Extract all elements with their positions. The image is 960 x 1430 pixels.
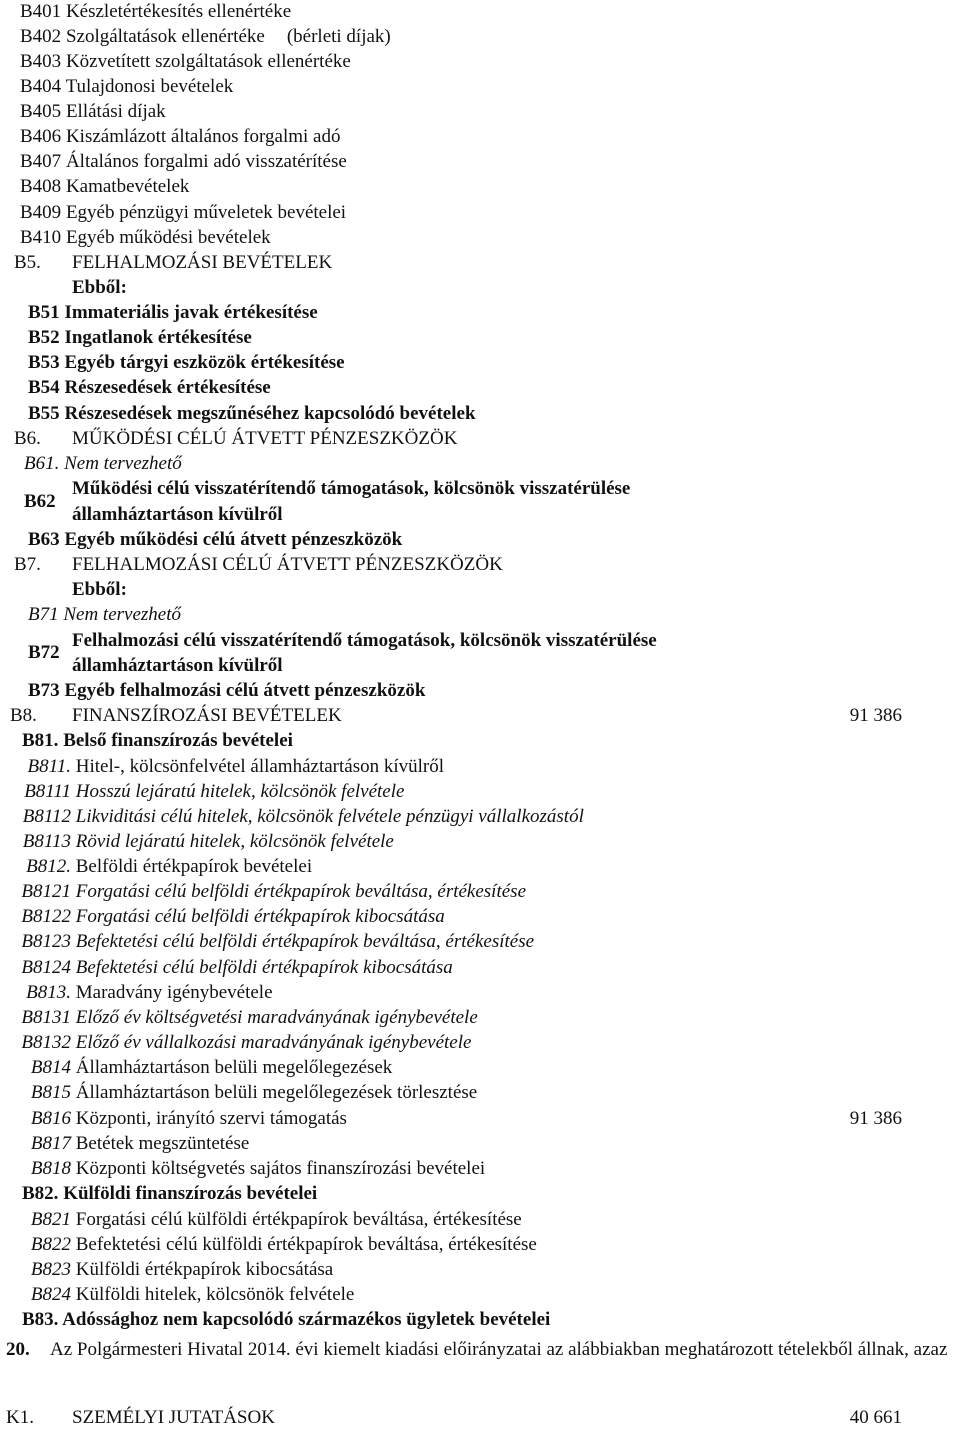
text: Külföldi finanszírozás bevételei xyxy=(63,1183,318,1204)
code: B8124 xyxy=(21,957,71,978)
code: B61. xyxy=(24,453,60,474)
line-b404 xyxy=(20,75,233,99)
line-b8132 xyxy=(10,1031,471,1055)
line-b821 xyxy=(10,1208,522,1232)
text: Központi költségvetés sajátos finanszírozási bevételei xyxy=(75,1158,486,1179)
code: B812. xyxy=(26,856,71,877)
line-b812 xyxy=(10,855,312,879)
text: Külföldi hitelek, kölcsönök felvétele xyxy=(75,1284,355,1305)
code: B8112 xyxy=(22,806,71,827)
text: Egyéb működési célú átvett pénzeszközök xyxy=(64,529,403,550)
text: Hosszú lejáratú hitelek, kölcsönök felvétele xyxy=(75,781,405,802)
paragraph-number: 20. xyxy=(6,1339,30,1360)
code: B818 xyxy=(30,1158,71,1179)
line-b5-ebbol: Ebből: xyxy=(72,277,127,298)
text: Nem tervezhető xyxy=(64,453,182,474)
code: B822 xyxy=(30,1234,71,1255)
text: Betétek megszüntetése xyxy=(75,1133,250,1154)
text: FELHALMOZÁSI BEVÉTELEK xyxy=(72,252,333,273)
code: B8121 xyxy=(21,881,71,902)
code: B816 xyxy=(30,1108,71,1129)
line-b8122 xyxy=(10,905,445,929)
text: Szolgáltatások ellenértéke xyxy=(65,26,265,47)
text: MŰKÖDÉSI CÉLÚ ÁTVETT PÉNZESZKÖZÖK xyxy=(72,428,458,449)
line-b817 xyxy=(10,1132,249,1156)
line-b815 xyxy=(10,1081,477,1105)
line-b72-code: B72 xyxy=(28,642,60,663)
line-b7 xyxy=(14,553,503,577)
code: B83. xyxy=(22,1309,59,1330)
line-b8131 xyxy=(10,1006,478,1030)
text: Adóssághoz nem kapcsolódó származékos ügyletek bevételei xyxy=(62,1309,551,1330)
text: Közvetített szolgáltatások ellenértéke xyxy=(65,51,351,72)
line-b52 xyxy=(28,326,252,350)
line-k1 xyxy=(6,1406,275,1430)
line-b818 xyxy=(10,1157,485,1181)
code: B409 xyxy=(20,202,62,223)
text: Készletértékesítés ellenértéke xyxy=(65,1,292,22)
text: Egyéb felhalmozási célú átvett pénzeszközök xyxy=(64,680,426,701)
line-b8112 xyxy=(10,805,584,829)
code: B5. xyxy=(14,252,41,273)
text: Ellátási díjak xyxy=(65,101,166,122)
code: B71 xyxy=(28,604,59,625)
line-b824 xyxy=(10,1283,354,1307)
code: B404 xyxy=(20,76,62,97)
text-extra: (bérleti díjak) xyxy=(286,26,391,47)
line-b814 xyxy=(10,1056,392,1080)
code: B823 xyxy=(30,1259,71,1280)
line-b816 xyxy=(10,1107,347,1131)
code: K1. xyxy=(6,1407,34,1428)
text: Államháztartáson belüli megelőlegezések xyxy=(75,1057,393,1078)
amount-k1: 40 661 xyxy=(849,1407,902,1428)
code: B53 xyxy=(28,352,60,373)
amount-b816: 91 386 xyxy=(849,1108,902,1129)
code: B82. xyxy=(22,1183,59,1204)
line-b55 xyxy=(28,402,476,426)
code: B8123 xyxy=(21,931,71,952)
code: B403 xyxy=(20,51,62,72)
code: B813. xyxy=(26,982,71,1003)
code: B8111 xyxy=(24,781,71,802)
text: Forgatási célú belföldi értékpapírok kibocsátása xyxy=(75,906,445,927)
code: B817 xyxy=(30,1133,71,1154)
code: B824 xyxy=(30,1284,71,1305)
code: B51 xyxy=(28,302,60,323)
line-b7-ebbol: Ebből: xyxy=(72,579,127,600)
line-b407 xyxy=(20,150,347,174)
text: Nem tervezhető xyxy=(63,604,182,625)
line-b54 xyxy=(28,376,271,400)
line-b402 xyxy=(20,25,391,49)
code: B408 xyxy=(20,176,62,197)
line-b8123 xyxy=(10,930,534,954)
line-b72-text2: államháztartáson kívülről xyxy=(72,655,283,676)
code: B815 xyxy=(30,1082,71,1103)
line-b403 xyxy=(20,50,351,74)
code: B405 xyxy=(20,101,62,122)
line-b72-text1: Felhalmozási célú visszatérítendő támogatások, kölcsönök visszatérülése xyxy=(72,630,657,651)
code: B821 xyxy=(30,1209,71,1230)
text: Befektetési célú külföldi értékpapírok beváltása, értékesítése xyxy=(75,1234,537,1255)
line-b73 xyxy=(28,679,425,703)
text: Hitel-, kölcsönfelvétel államháztartáson kívülről xyxy=(75,756,445,777)
line-b71 xyxy=(28,603,181,627)
line-b408 xyxy=(20,175,189,199)
line-b8121 xyxy=(10,880,526,904)
line-b83 xyxy=(22,1308,550,1332)
line-b8111 xyxy=(10,780,404,804)
paragraph-20 xyxy=(6,1337,958,1362)
text: Államháztartáson belüli megelőlegezések törlesztése xyxy=(75,1082,478,1103)
line-b63 xyxy=(28,528,402,552)
code: B406 xyxy=(20,126,62,147)
text: Részesedések megszűnéséhez kapcsolódó bevételek xyxy=(64,403,476,424)
line-b823 xyxy=(10,1258,333,1282)
amount-b8: 91 386 xyxy=(849,705,902,726)
code: B8122 xyxy=(21,906,71,927)
line-b5 xyxy=(14,251,332,275)
text: Kamatbevételek xyxy=(65,176,190,197)
line-b410 xyxy=(20,226,271,250)
line-b53 xyxy=(28,351,345,375)
line-b61 xyxy=(24,452,182,476)
text: Egyéb pénzügyi műveletek bevételei xyxy=(65,202,347,223)
text: Likviditási célú hitelek, kölcsönök felvétele pénzügyi vállalkozástól xyxy=(75,806,584,827)
text: Belföldi értékpapírok bevételei xyxy=(75,856,313,877)
text: Egyéb működési bevételek xyxy=(65,227,271,248)
line-b8 xyxy=(10,704,342,728)
code: B6. xyxy=(14,428,41,449)
text: Forgatási célú külföldi értékpapírok beváltása, értékesítése xyxy=(75,1209,522,1230)
code: B81. xyxy=(22,730,59,751)
text: Rövid lejáratú hitelek, kölcsönök felvétele xyxy=(75,831,394,852)
code: B8132 xyxy=(21,1032,71,1053)
text: Előző év költségvetési maradványának igénybevétele xyxy=(75,1007,478,1028)
text: Ingatlanok értékesítése xyxy=(64,327,252,348)
line-b81 xyxy=(22,729,293,753)
code: B8113 xyxy=(22,831,71,852)
code: B73 xyxy=(28,680,60,701)
text: Általános forgalmi adó visszatérítése xyxy=(65,151,347,172)
line-b51 xyxy=(28,301,318,325)
code: B401 xyxy=(20,1,62,22)
code: B63 xyxy=(28,529,60,550)
code: B402 xyxy=(20,26,62,47)
line-b62-text1: Működési célú visszatérítendő támogatások, kölcsönök visszatérülése xyxy=(72,478,631,499)
line-b813 xyxy=(10,981,273,1005)
line-b8113 xyxy=(10,830,394,854)
code: B814 xyxy=(30,1057,71,1078)
text: Befektetési célú belföldi értékpapírok beváltása, értékesítése xyxy=(75,931,535,952)
text: Befektetési célú belföldi értékpapírok kibocsátása xyxy=(75,957,453,978)
code: B52 xyxy=(28,327,60,348)
code: B8131 xyxy=(21,1007,71,1028)
code: B8. xyxy=(10,705,37,726)
text: Részesedések értékesítése xyxy=(64,377,271,398)
line-b822 xyxy=(10,1233,537,1257)
text: SZEMÉLYI JUTATÁSOK xyxy=(72,1407,275,1428)
line-b811 xyxy=(10,755,444,779)
text: Immateriális javak értékesítése xyxy=(64,302,318,323)
line-b8124 xyxy=(10,956,453,980)
line-b62-text2: államháztartáson kívülről xyxy=(72,504,283,525)
text: FELHALMOZÁSI CÉLÚ ÁTVETT PÉNZESZKÖZÖK xyxy=(72,554,503,575)
line-b401 xyxy=(20,0,291,24)
text: Kiszámlázott általános forgalmi adó xyxy=(65,126,341,147)
line-b405 xyxy=(20,100,166,124)
text: Forgatási célú belföldi értékpapírok beváltása, értékesítése xyxy=(75,881,526,902)
code: B811. xyxy=(27,756,71,777)
code: B55 xyxy=(28,403,60,424)
line-b409 xyxy=(20,201,346,225)
text: Belső finanszírozás bevételei xyxy=(63,730,293,751)
text: Maradvány igénybevétele xyxy=(75,982,273,1003)
text: Előző év vállalkozási maradványának igénybevétele xyxy=(75,1032,472,1053)
line-b82 xyxy=(22,1182,317,1206)
text: Tulajdonosi bevételek xyxy=(65,76,234,97)
text: Egyéb tárgyi eszközök értékesítése xyxy=(64,352,345,373)
code: B7. xyxy=(14,554,41,575)
code: B410 xyxy=(20,227,62,248)
text: Központi, irányító szervi támogatás xyxy=(75,1108,347,1129)
code: B407 xyxy=(20,151,62,172)
line-b6 xyxy=(14,427,457,451)
text: FINANSZÍROZÁSI BEVÉTELEK xyxy=(72,705,342,726)
line-b406 xyxy=(20,125,340,149)
paragraph-text: Az Polgármesteri Hivatal 2014. évi kiemelt kiadási előirányzatai az alábbiakban meghatározott tételekből állnak, azaz xyxy=(50,1339,948,1360)
text: Külföldi értékpapírok kibocsátása xyxy=(75,1259,334,1280)
code: B54 xyxy=(28,377,60,398)
line-b62-code: B62 xyxy=(24,491,56,512)
